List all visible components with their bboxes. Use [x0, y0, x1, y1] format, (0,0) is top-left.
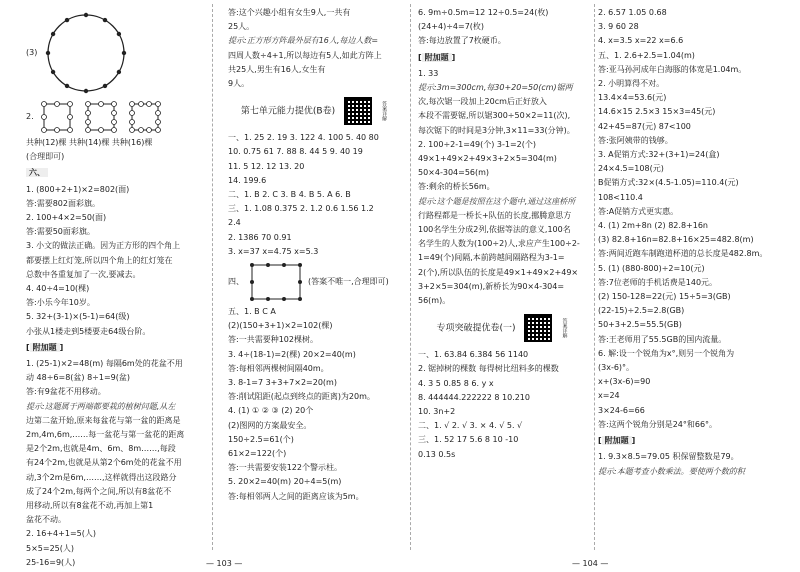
tree-dot — [65, 84, 69, 88]
column-3 — [418, 6, 590, 552]
tree-dot — [51, 32, 55, 36]
qr-label: 答案详解 — [561, 318, 568, 339]
answer-line: 100名学生分成2列,依据等法的意义,100名 — [418, 225, 571, 235]
answer-list — [418, 348, 590, 462]
figure-label: 四、 — [228, 276, 244, 286]
answer-line: 一、1. 25 2. 19 3. 122 4. 100 5. 40 80 — [228, 133, 379, 143]
answer-line: 二、1. B 2. C 3. B 4. B 5. A 6. B — [228, 190, 351, 200]
square-tree-diagrams — [38, 100, 188, 134]
answer-line: x+(3x-6)=90 — [598, 377, 651, 387]
circle-tree-diagram — [41, 8, 131, 98]
answer-line: 提示:这题属于两端都要栽的植树问题,从左 — [26, 401, 176, 411]
column-2 — [228, 6, 404, 552]
answer-line: 2m,4m,6m,……每一盆花与第一盆花的距离 — [26, 430, 185, 440]
answer-line: x=24 — [598, 391, 620, 401]
answer-line: 10. 0.75 61 7. 88 8. 44 5 9. 40 19 — [228, 147, 363, 157]
answer-line: 答:一共需要种102棵树。 — [228, 335, 318, 345]
answer-line: 次,每次锯一段加上20cm后正好放入 — [418, 97, 547, 107]
answer-line: 答:这两个锐角分别是24°和66°。 — [598, 419, 718, 429]
bonus-heading: [ 附加题 ] — [418, 52, 456, 62]
answer-line: 24×4.5=108(元) — [598, 164, 664, 174]
answer-line: 4. (1) ① ② ③ (2) 20个 — [228, 406, 314, 416]
answer-line: 10. 3n+2 — [418, 407, 456, 417]
tree-dot — [65, 18, 69, 22]
answer-line: 每次锯下的时间是3分钟,3×11=33(分钟)。 — [418, 125, 575, 135]
answer-line: 五、1. B C A — [228, 307, 276, 317]
answer-line: 答:王老师用了55.5GB的国内流量。 — [598, 334, 727, 344]
answer-line: 答:有9盆花不用移动。 — [26, 387, 106, 397]
answer-line: 3. x=37 x=4.75 x=5.3 — [228, 246, 319, 256]
bonus-title: 附加题 — [422, 53, 452, 62]
answer-line: 56(m)。 — [418, 296, 451, 306]
answer-list — [228, 305, 404, 504]
answer-line: 3. 8-1=7 3+3+7×2=20(m) — [228, 378, 337, 388]
bonus-answer-list — [598, 450, 784, 478]
figure-caption: (答案不唯一,合理即可) — [308, 276, 389, 286]
square-figures — [26, 100, 200, 134]
answer-line: (3) 82.8+16n=82.8+16×25=482.8(m) — [598, 235, 754, 245]
answer-line: 提示:本题考查小数乘法。要使两个数的积 — [598, 466, 745, 476]
answer-line: 提示:3m=300cm,每30+20=50(cm)锯两 — [418, 83, 573, 93]
answer-line: 14. 199.6 — [228, 175, 267, 185]
answer-line: 150÷2.5=61(个) — [228, 434, 294, 444]
qr-code-icon — [344, 97, 372, 125]
answer-line: 4. 40÷4=10(棵) — [26, 284, 90, 294]
answer-line: 答:7位老师的手机话费是140元。 — [598, 277, 718, 287]
unit-title: 专项突破提优卷(一) — [436, 323, 516, 334]
answer-line: 答:每边放置了7枚硬币。 — [418, 36, 506, 46]
tree-dot — [84, 89, 88, 93]
answer-line: 是2个2m,也就是4m、6m、8m……,每段 — [26, 444, 176, 454]
answer-line: 5. 20×2=40(m) 20÷4=5(m) — [228, 477, 342, 487]
answer-line: 6. 9m÷0.5m=12 12÷0.5=24(枚) — [418, 8, 549, 17]
answer-line: 3. 4÷(18-1)=2(棵) 20×2=40(m) — [228, 349, 356, 359]
unit-title-row — [228, 97, 404, 125]
circle-figure — [26, 8, 200, 98]
answer-line: 3+2×5=304(m),新桥长为90×4-304= — [418, 281, 565, 291]
answer-line: 一、1. 63.84 6.384 56 1140 — [418, 350, 529, 360]
answer-line: 1. (800+2+1)×2=802(面) — [26, 184, 130, 194]
answer-line: 有24个2m,也就是从第2个6m处的花盆不用 — [26, 458, 182, 468]
tree-dot — [103, 84, 107, 88]
answer-line: 2(个),所以队伍的长度是49×1+49×2+49× — [418, 267, 579, 277]
answer-line: 14.6×15 2.5×3 15×3=45(元) — [598, 107, 716, 117]
answer-line: 共25人,男生有16人,女生有 — [228, 64, 326, 74]
answer-line: 动 48÷6=8(盆) 8÷1=9(盆) — [26, 373, 131, 383]
answer-line: 答:一共需要安装122个警示柱。 — [228, 463, 342, 473]
column-divider — [212, 4, 213, 550]
answer-line: 11. 5 12. 12 13. 20 — [228, 161, 305, 171]
bonus-title: 附加题 — [602, 436, 632, 445]
section-heading — [26, 166, 200, 180]
answer-line: 提示:这个题是按照在这个题中,通过这座桥所 — [418, 196, 576, 206]
answer-line: 答:剩余的桥长56m。 — [418, 182, 495, 192]
answer-line: 4. x=3.5 x=22 x=6.6 — [598, 36, 684, 46]
answer-line: 5×5=25(人) — [26, 543, 75, 553]
answer-line: 3×24-6=66 — [598, 405, 645, 415]
answer-line: 50×4-304=56(m) — [418, 168, 490, 178]
answer-line: 答:每相邻两棵树间隔40m。 — [228, 363, 329, 373]
answer-line: 答:需要802面彩旗。 — [26, 198, 100, 208]
tree-dot — [46, 51, 50, 55]
answer-line: (2) 150-128=22(元) 15÷5=3(GB) — [598, 292, 731, 302]
answer-line: 50+3+2.5=55.5(GB) — [598, 320, 682, 330]
answer-line: 108<110.4 — [598, 192, 643, 202]
answer-line: 3. 小文的做法正确。因为正方形的四个角上 — [26, 241, 181, 251]
answer-list — [26, 183, 200, 339]
answer-line: 1=49(个)间隔,本前跨越间隔路程为3-1= — [418, 253, 565, 263]
section-label: 六、 — [26, 168, 48, 177]
tree-dot — [84, 13, 88, 17]
answer-line: 答:这个兴趣小组有女生9人,一共有 — [228, 8, 351, 17]
figure-caption-note: (合理即可) — [26, 152, 65, 162]
answer-line: (2)图网的方案最安全。 — [228, 420, 312, 430]
answer-line: (22-15)÷2.5=2.8(GB) — [598, 306, 685, 316]
answer-line: 4. 3 5 0.85 8 6. y x — [418, 378, 494, 388]
answer-line: 答:A促销方式更实惠。 — [598, 206, 679, 216]
answer-line: 2. 锯掉树的棵数 每得树比纽料多的棵数 — [418, 364, 559, 374]
answer-line: 成了24个2m,每两个之间,所以有8盆花不 — [26, 486, 172, 496]
answer-list — [228, 131, 404, 259]
answer-line: 五、1. 2.6+2.5=1.04(m) — [598, 50, 695, 60]
answer-line: 6. 解:设一个锐角为x°,则另一个锐角为 — [598, 348, 735, 358]
answer-line: 四周人数÷4+1,所以每边有5人,如此方阵上 — [228, 50, 382, 60]
tree-dot — [103, 18, 107, 22]
tree-dot — [117, 32, 121, 36]
answer-line: 总数中各重复加了一次,要减去。 — [26, 269, 141, 279]
answer-line: 名学生的人数为(100÷2)人,求应产生100÷2- — [418, 239, 580, 249]
column-divider — [410, 4, 411, 550]
unit-title-row — [418, 314, 590, 342]
answer-line: 3. A促销方式:32+(3+1)=24(盒) — [598, 150, 720, 160]
column-1 — [26, 6, 200, 567]
answer-line: 13.4×4=53.6(元) — [598, 93, 667, 103]
bonus-title: 附加题 — [30, 343, 60, 352]
answer-line: 答:每相邻两人之间的距离应该为5m。 — [228, 491, 364, 501]
answer-line: 2. 16+4+1=5(人) — [26, 529, 96, 539]
column-divider — [594, 4, 595, 550]
answer-list — [598, 6, 784, 49]
tree-dot — [122, 51, 126, 55]
answer-line: 盆花不动。 — [26, 515, 66, 525]
answer-line: 答:两间近跑车制跑道杯道的总长度是482.8m。 — [598, 249, 768, 259]
answer-line: 用移动,所以有8盆花不动,再加上第1 — [26, 501, 154, 511]
answer-line: 42+45=87(元) 87<100 — [598, 121, 691, 131]
page-number-right: — 104 — — [572, 559, 609, 568]
grid-figure — [228, 261, 404, 303]
answer-line: 8. 444444.222222 8 10.210 — [418, 392, 530, 402]
qr-code-icon — [524, 314, 552, 342]
answer-line: B促销方式:32×(4.5-1.05)=110.4(元) — [598, 178, 739, 188]
bonus-heading: [ 附加题 ] — [598, 436, 636, 446]
answer-line: 5. 32+(3-1)×(5-1)=64(级) — [26, 312, 130, 322]
answer-line: 2.4 — [228, 218, 241, 228]
answer-line: 0.13 0.5s — [418, 449, 456, 459]
answer-line: 2. 100÷2-1=49(个) 3-1=2(个) — [418, 139, 536, 149]
answer-line: 动,3个2m是6m,……,这样就得出这段路分 — [26, 472, 177, 482]
answer-line: (2)(150+3+1)×2=102(棵) — [228, 321, 333, 331]
page-number-left: — 103 — — [206, 559, 243, 568]
answer-line: 5. (1) (880-800)÷2=10(元) — [598, 263, 705, 273]
answer-line: 答:亚马孙河成年白海豚的体宽是1.04m。 — [598, 64, 747, 74]
answer-line: 2. 6.57 1.05 0.68 — [598, 8, 667, 17]
answer-line: 3. 9 60 28 — [598, 22, 639, 32]
answer-list — [228, 6, 404, 91]
answer-line: (24+4)÷4=7(枚) — [418, 22, 485, 32]
answer-line: 1. 33 — [418, 68, 439, 78]
answer-line: 本段不需要锯,所以锯300÷50×2=11(次), — [418, 111, 571, 121]
answer-line: 答:小乐今年10岁。 — [26, 298, 95, 308]
answer-line: 4. (1) 2m+8n (2) 82.8+16n — [598, 221, 708, 231]
answer-line: 提示:正方形方阵最外层有16人,每边人数= — [228, 36, 379, 46]
column-4 — [598, 6, 784, 552]
answer-line: 答:张阿姨带的钱够。 — [598, 135, 673, 145]
answer-line: 都要摆上红灯笼,所以四个角上的红灯笼在 — [26, 255, 173, 265]
answer-line: 9人。 — [228, 79, 250, 89]
answer-line: 2. 1386 70 0.91 — [228, 232, 292, 242]
answer-line: 小张从1楼走到5楼要走64级台阶。 — [26, 326, 151, 336]
answer-line: 61×2=122(个) — [228, 449, 287, 459]
unit-title: 第七单元能力提优(B卷) — [240, 106, 336, 117]
answer-line: 二、1. √ 2. √ 3. × 4. √ 5. √ — [418, 421, 523, 431]
answer-line: 三、1. 52 17 5.6 8 10 -10 — [418, 435, 519, 445]
answer-line: 答:削试阻距(起点到终点的距离)为20m。 — [228, 392, 375, 402]
figure-label: (3) — [26, 47, 38, 57]
answer-line: 三、1. 1.08 0.375 2. 1.2 0.6 1.56 1.2 — [228, 204, 374, 214]
bonus-answer-list — [26, 357, 200, 570]
answer-line: 2. 小明算得不对。 — [598, 79, 665, 89]
qr-label: 答案详解 — [381, 101, 388, 122]
figure-caption: 共种(12)棵 共种(14)棵 共种(16)棵 — [26, 138, 153, 147]
bonus-answer-list — [418, 67, 590, 308]
answer-list — [418, 6, 590, 49]
answer-line: 2. 100+4×2=50(面) — [26, 213, 107, 223]
tree-dot — [117, 70, 121, 74]
answer-line: 1. (25-1)×2=48(m) 每隔6m处的花盆不用 — [26, 359, 183, 369]
answer-line: 25-16=9(人) — [26, 557, 76, 567]
answer-line: 边第二盆开始,原来每盆花与第一盆的距离是 — [26, 415, 181, 425]
answer-line: 答:需要50面彩旗。 — [26, 227, 95, 237]
answer-line: 25人。 — [228, 22, 255, 32]
square-path-diagram — [248, 261, 304, 303]
answer-line: (3x-6)°。 — [598, 363, 635, 373]
answer-line: 49×1+49×2+49×3+2×5=304(m) — [418, 154, 557, 164]
bonus-heading: [ 附加题 ] — [26, 342, 64, 352]
answer-line: 行路程都是一桥长+队伍的长度,挪腾意思方 — [418, 210, 572, 220]
answer-list — [598, 49, 784, 432]
tree-dot — [51, 70, 55, 74]
answer-line: 1. 9.3×8.5=79.05 积保留整数是79。 — [598, 452, 739, 462]
figure-label: 2. — [26, 111, 34, 121]
